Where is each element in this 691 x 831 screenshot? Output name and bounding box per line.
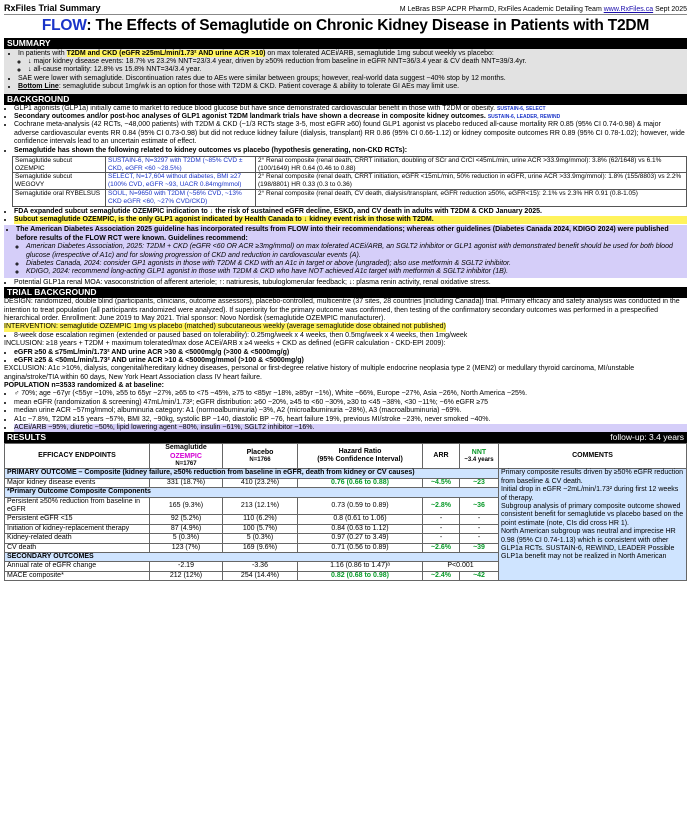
table-row: Semaglutide subcut WEGOVY SELECT, N=17,604 without diabetes, BMI ≥27 (100% CVD, eGFR ~93, UACR 0.84mg/mmol) 2° Renal composite (renal death, CRRT initiation, eGFR <15mL/min, 50% reduction in eGFR, urine ACR >33.9mg/mmol): 1.8% (155/8803) vs 2.2% (198/8801) HR 0.33 (0.3 to 0.36) xyxy=(13,173,687,190)
author-text: M LeBras BSP ACPR PharmD, RxFiles Academic Detailing Team xyxy=(399,5,604,13)
population-1: • ♂ 70%; age ~67yr (<55yr ~10%, ≥55 to 65yr ~27%, ≥65 to <75 ~45%, ≥75 to <85yr ~18%, ≥85yr ~1%), White ~66%, Europe ~27%, Asia ~26%, North America ~25%. xyxy=(14,390,687,398)
inclusion-text: INCLUSION: ≥18 years + T2DM + maximum tolerated/max dose ACEi/ARB x ≥4 weeks + CKD as defined (eGFR calculation - CKD-EPI 2009): xyxy=(4,340,446,348)
results-table xyxy=(4,443,687,581)
intervention-text: INTERVENTION: semaglutide OZEMPIC 1mg vs placebo (matched) subcutaneous weekly (average semaglutide dose obtained not published) xyxy=(4,323,446,331)
header-right xyxy=(400,6,687,14)
population-5: • ACEi/ARB ~95%, diuretic ~50%, lipid lowering agent ~80%, insulin ~61%, SGLT2 inhibitor ~16%. xyxy=(14,424,687,432)
trial-background-heading: TRIAL BACKGROUND xyxy=(4,287,687,298)
guideline-kdigo: ◦ KDIGO, 2024: recommend long-acting GLP1 agonist in those with T2DM & CKD who have NOT achieved A1c target with metformin & SGLT2 inhibitor (1B). xyxy=(26,268,685,276)
summary-heading: SUMMARY xyxy=(4,38,687,49)
rxfiles-link[interactable]: www.RxFiles.ca xyxy=(603,5,654,13)
title-flow: FLOW xyxy=(41,17,87,34)
semaglutide-kidney-table xyxy=(12,156,687,207)
summary-population: T2DM and CKD (eGFR ≥25mL/min/1.73² AND urine ACR >10) xyxy=(66,49,266,57)
table-row: Kidney-related death 5 (0.3%) 5 (0.3%) 0.97 (0.27 to 3.49) - - xyxy=(5,534,687,543)
inclusion-1: • eGFR ≥50 & ≤75mL/min/1.73² AND urine ACR >30 & <5000mg/g (>300 & <5000mg/g) xyxy=(14,349,687,357)
population-4: • A1c ~7.8%, T2DM ≥15 years ~57%, BMI 32, ~90kg, systolic BP ~140, diastolic BP ~76, heart failure 19%, previous MI/stroke ~23%, never smoked ~40%. xyxy=(14,416,687,424)
table-row: Semaglutide oral RYBELSUS SOUL, N=9650 with T2DM (~56% CVD, ~13% CKD eGFR <60, ~27% CVD/CKD) 2° Renal composite (renal death, CV death, dialysis/transplant, eGFR reduction ≥50%, eGFR<15): 2.1% vs 2.3% HR 0.91 (0.8-1.05) xyxy=(13,190,687,207)
guideline-dc: ◦ Diabetes Canada, 2024: consider GP1 agonists in those with T2DM & CKD with an A1c in target or above (ungraded); also use metformin & SGLT2 inhibitor. xyxy=(26,260,685,268)
bg-bullet-3: • Cochrane meta-analysis (42 RCTs, ~48,000 patients) with T2DM & CKD (~1/3 RCTs stage 3-5, most eGFR ≥60) found GLP1 agonist vs placebo reduced all-cause mortality RR 0.85 (95% CI 0.74-0.98) & major adverse cardiovascular events RR 0.84 (95% CI 0.73-0.98) but did not reduce kidney failure (dialysis, transplant) RR 0.86 (95% CI 0.66-1.12) or kidney composite outcomes RR 0.89 (95% CI 0.78-1.02); however, wide confidence intervals lead to an uncertain estimate of effect. xyxy=(14,121,687,146)
guideline-box xyxy=(4,225,687,277)
bg-bullet-8: • Potential GLP1a renal MOA: vasoconstriction of afferent arteriole; ↑: natriuresis, tubuloglomerular feedback; ↓: plasma renin activity, renal oxidative stress. xyxy=(14,279,687,287)
summary-box xyxy=(4,49,687,94)
secondary-label-row: SECONDARY OUTCOMES xyxy=(5,552,687,561)
exclusion-text: EXCLUSION: A1c >10%, dialysis, congenital/hereditary kidney diseases, personal or first-degree relative history of multiple endocrine neoplasia type 2 (MEN2) or medullary thyroid carcinoma, MI/unstable angina/stroke/TIA within 60 days, New York Heart Association class IV heart failure. xyxy=(4,365,635,381)
summary-bullet-2: • SAE were lower with semaglutide. Discontinuation rates due to AEs were similar between groups; however, real-world data suggest ~40% stop by 12 months. xyxy=(18,75,683,83)
table-row: Persistent eGFR <15 92 (5.2%) 110 (6.2%) 0.8 (0.61 to 1.06) - - xyxy=(5,515,687,524)
page-title xyxy=(4,17,687,36)
summary-bullet-1: • In patients with T2DM and CKD (eGFR ≥25mL/min/1.73² AND urine ACR >10) on max tolerated ACEi/ARB, semaglutide 1mg subcut weekly vs placebo: ◦ ↓ major kidney disease events: 18.7% vs 23.2% NNT=23/3.4 year, driven by ≥50% reduction from baseline in eGFR NNT=36/3.4 year & CV death NNT=39/3.4yr. ◦ ↓ all-cause mortality: 12.8% vs 15.8% NNT=34/3.4 year. xyxy=(18,50,683,75)
date-text: Sept 2025 xyxy=(653,5,687,13)
background-heading: BACKGROUND xyxy=(4,94,687,105)
table-row: MACE composite* 212 (12%) 254 (14.4%) 0.82 (0.68 to 0.98) ~2.4% ~42 xyxy=(5,571,687,580)
table-row: Semaglutide subcut OZEMPIC SUSTAIN-6, N=3297 with T2DM (~85% CVD ± CKD, eGFR <60 ~28.5%) 2° Renal composite (renal death, CRRT initiation, doubling of SCr and CrCl <45mL/min, urine ACR >33.9mg/mmol): 3.8% (62/1648) vs 6.1% (100/1649) HR 0.64 (0.46 to 0.88) xyxy=(13,156,687,173)
bg-bullet-7: • The American Diabetes Association 2025 guideline has incorporated results from FLOW into their recommendations; whereas other guidelines (Diabetes Canada 2024, KDIGO 2024) were published before results of the FLOW RCT were known. Guidelines recommend: ◦ American Diabetes Association, 2025: T2DM + CKD (eGFR <60 OR ACR ≥3mg/mmol) on max tolerated ACEi/ARB, an SGLT2 inhibitor or GLP1 agonist with demonstrated benefit should be used for both blood glucose (irrespective of A1c) and for slowing progression of CKD and reduction in cardiovascular events (A). ◦ Diabetes Canada, 2024: consider GP1 agonists in those with T2DM & CKD with an A1c in target or above (ungraded); also use metformin & SGLT2 inhibitor. ◦ KDIGO, 2024: recommend long-acting GLP1 agonist in those with T2DM & CKD who have NOT achieved A1c target with metformin & SGLT2 inhibitor (1B). xyxy=(16,226,685,276)
table-row: Persistent ≥50% reduction from baseline in eGFR 165 (9.3%) 213 (12.1%) 0.73 (0.59 to 0.89) ~2.8% ~36 xyxy=(5,497,687,515)
bg-bullet-1: • GLP1 agonists (GLP1a) initially came to market to reduce blood glucose but have since demonstrated cardiovascular benefit in those with T2DM or obesity. SUSTAIN-6, SELECT xyxy=(14,105,687,113)
inclusion-2: • eGFR ≥25 & <50mL/min/1.73² AND urine ACR >10 & <5000mg/mmol (>100 & <5000mg/g) xyxy=(14,357,687,365)
comments-cell: Primary composite results driven by ≥50% eGFR reduction from baseline & CV death. Initial drop in eGFR ~2mL/min/1.73² during first 12 weeks of therapy. Subgroup analysis of primary composite outcome showed consistent benefit for semaglutide vs placebo based on the point estimate (note, CIs did cross HR 1). North American subgroup was neutral and imprecise HR 0.98 (95% CI 0.74-1.13) which is consistent with other GLP1a RCTs. SUSTAIN-6, REWIND, LEADER Possible GLP1a benefit may not be realized in North American xyxy=(499,469,687,581)
population-3: • median urine ACR ~57mg/mmol; albuminuria category: A1 (normoalbuminuria) ~3%, A2 (microalbuminuria ~28%), A3 (macroalbuminuria) ~69%. xyxy=(14,407,687,415)
header-left: RxFiles Trial Summary xyxy=(4,3,101,14)
primary-label-row: PRIMARY OUTCOME – Composite (kidney failure, ≥50% reduction from baseline in eGFR, death from kidney or CV causes) Primary composite results driven by ≥50% eGFR reduction from baseline & CV death. Initial drop in eGFR ~2mL/min/1.73² during first 12 weeks of therapy. Subgroup analysis of primary composite outcome showed consistent benefit for semaglutide vs placebo based on the point estimate (note, CIs did cross HR 1). North American subgroup was neutral and imprecise HR 0.98 (95% CI 0.74-1.13) which is consistent with other GLP1a RCTs. SUSTAIN-6, REWIND, LEADER Possible GLP1a benefit may not be realized in North American xyxy=(5,469,687,478)
results-heading: RESULTS follow-up: 3.4 years xyxy=(4,432,687,443)
bg-bullet-2: • Secondary outcomes and/or post-hoc analyses of GLP1 agonist T2DM landmark trials have shown a decrease in composite kidney outcomes. SUSTAIN-6, LEADER, REWIND xyxy=(14,113,687,121)
bg-bullet-5: • FDA expanded subcut semaglutide OZEMPIC indication to ↓ the risk of sustained eGFR decline, ESKD, and CV death in adults with T2DM & CKD January 2025. xyxy=(14,208,687,216)
component-label-row: *Primary Outcome Composite Components xyxy=(5,488,687,497)
table-row: CV death 123 (7%) 169 (9.6%) 0.71 (0.56 to 0.89) ~2.6% ~39 xyxy=(5,543,687,552)
titration-text: • 8-week dose escalation regimen (extended or paused based on tolerability): 0.25mg/week x 4 weeks, then 0.5mg/week x 4 weeks, then 1mg/week xyxy=(14,332,687,340)
bg-bullet-6: • Subcut semaglutide OZEMPIC, is the only GLP1 agonist indicated by Health Canada to ↓ kidney event risk in those with T2DM. xyxy=(14,216,687,224)
population-text: POPULATION n=3533 randomized & at baseline: xyxy=(4,382,164,390)
design-text: DESIGN: randomized, double blind (participants, clinicians, outcome assessors), placebo-controlled, multicentre (37 sites, 28 countries [including Canada]) trial. Primary efficacy and safety analysis was conducted in the intention to treat population (all participants randomized were analyzed). If superiority for the primary outcome was confirmed, then testing of the confirmatory secondary outcomes was performed in a prespecified hierarchical order. Enrollment: June 2019 to May 2021. Trial sponsor: Novo Nordisk (semaglutide OZEMPIC manufacturer). xyxy=(4,298,680,322)
guideline-ada: ◦ American Diabetes Association, 2025: T2DM + CKD (eGFR <60 OR ACR ≥3mg/mmol) on max tolerated ACEi/ARB, an SGLT2 inhibitor or GLP1 agonist with demonstrated benefit should be used for both blood glucose (irrespective of A1c) and for slowing progression of CKD and reduction in cardiovascular events (A). xyxy=(26,243,685,260)
population-2: • mean eGFR (randomization & screening) 47mL/min/1.73²; eGFR distribution: ≥60 ~20%, ≥45 to <60 ~30%, ≥30 to <45 ~38%, <30 ~11%; ~6% eGFR ≥75 xyxy=(14,399,687,407)
summary-sub-1: ◦ ↓ major kidney disease events: 18.7% vs 23.2% NNT=23/3.4 year, driven by ≥50% reduction from baseline in eGFR NNT=36/3.4 year & CV death NNT=39/3.4yr. xyxy=(28,58,683,66)
followup-text: follow-up: 3.4 years xyxy=(610,432,684,443)
bg-bullet-4: • Semaglutide has shown the following related to kidney outcomes vs placebo (hypothesis generating, non-CKD RCTs): xyxy=(14,147,687,155)
table-row: Major kidney disease events 331 (18.7%) 410 (23.2%) 0.76 (0.66 to 0.88) ~4.5% ~23 xyxy=(5,478,687,487)
summary-sub-2: ◦ ↓ all-cause mortality: 12.8% vs 15.8% NNT=34/3.4 year. xyxy=(28,66,683,74)
summary-bullet-3: • Bottom Line: semaglutide subcut 1mg/wk is an option for those with T2DM & CKD. Patient coverage & ability to tolerate GI AEs may limit use. xyxy=(18,83,683,91)
table-row: Initiation of kidney-replacement therapy 87 (4.9%) 100 (5.7%) 0.84 (0.63 to 1.12) - - xyxy=(5,524,687,533)
title-rest: : The Effects of Semaglutide on Chronic Kidney Disease in Patients with T2DM xyxy=(86,17,650,34)
results-header-row: EFFICACY ENDPOINTS Semaglutide OZEMPIC N=1767 Placebo N=1766 Hazard Ratio (95% Confidence Interval) ARR NNT ~3.4 years COMMENTS xyxy=(5,444,687,469)
header-bar xyxy=(4,0,687,15)
table-row: Annual rate of eGFR change -2.19 -3.36 1.16 (0.86 to 1.47)ᵃ P<0.001 xyxy=(5,562,687,571)
